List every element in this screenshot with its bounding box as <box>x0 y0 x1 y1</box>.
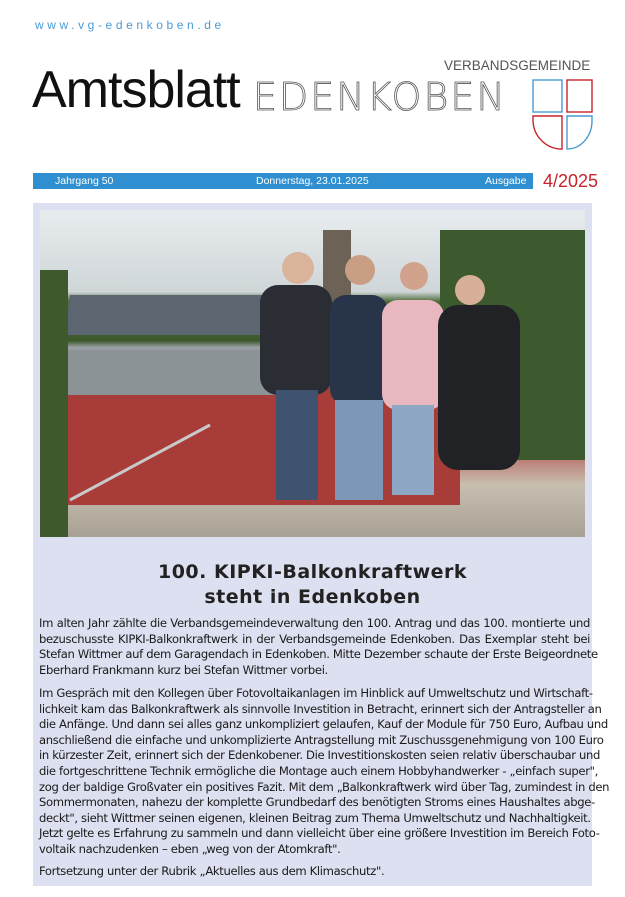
text-line: zog der baldige Großvater ein positives Fazit. Mit dem „Balkonkraftwerk wird über Tag, zumindest in den <box>39 779 610 794</box>
brand-top: VERBANDSGEMEINDE <box>444 58 591 73</box>
edition-label: Ausgabe <box>485 175 527 187</box>
article-title <box>33 560 592 610</box>
article-paragraph-1 <box>39 616 598 678</box>
website-url[interactable]: www.vg-edenkoben.de <box>35 18 225 32</box>
text-line: Stefan Wittmer auf dem Garagendach in Edenkoben. Mitte Dezember schaute der Erste Beigeordnete <box>39 647 598 662</box>
text-line: Fortsetzung unter der Rubrik „Aktuelles aus dem Klimaschutz". <box>39 864 385 878</box>
brand-main: EDENKOBEN <box>253 75 507 119</box>
text-line: Jetzt gelte es Erfahrung zu sammeln und dann vielleicht über eine größere Investition im Bereich Foto- <box>39 826 600 841</box>
title-line: 100. KIPKI-Balkonkraftwerk <box>157 561 468 583</box>
article-paragraph-2 <box>39 686 610 858</box>
coat-of-arms-logo <box>532 79 594 151</box>
text-line: anschließend die einfache und unkomplizierte Antragstellung mit Zuschussgenehmigung von 100 Euro <box>39 732 604 747</box>
text-line: Im alten Jahr zählte die Verbandsgemeindeverwaltung den 100. Antrag und das 100. montierte und <box>39 616 590 630</box>
article-continuation <box>39 864 590 880</box>
text-line: Im Gespräch mit den Kollegen über Fotovoltaikanlagen im Hinblick auf Umweltschutz und Wirtschaft- <box>39 686 593 700</box>
text-line: Sommermonaten, nahezu der komplette Grundbedarf des benötigten Stroms eines Haushaltes abge- <box>39 795 595 810</box>
info-bar <box>33 173 533 189</box>
title-line: steht in Edenkoben <box>204 586 421 608</box>
edition-number: 4/2025 <box>543 171 599 191</box>
text-line: voltaik nachzudenken – eben „weg von der Atomkraft". <box>39 841 341 856</box>
text-line: die Anfänge. Und dann sei alles ganz unkompliziert gelaufen, Kauf der Module für 750 Euro, Aufbau und <box>39 717 608 732</box>
text-line: lichkeit kam das Balkonkraftwerk als sinnvolle Investition in Betracht, erinnert sich der Antragsteller an <box>39 701 602 716</box>
volume: Jahrgang 50 <box>55 175 114 187</box>
date: Donnerstag, 23.01.2025 <box>256 175 369 187</box>
text-line: Eberhard Frankmann kurz bei Stefan Wittmer vorbei. <box>39 662 328 677</box>
text-line: bezuschusste KIPKI-Balkonkraftwerk in der Verbandsgemeinde Edenkoben. Das Exemplar steht bei <box>39 631 590 646</box>
photo-illustration <box>40 210 585 537</box>
article-photo <box>40 210 585 537</box>
text-line: die fortgeschrittene Technik ermögliche die Montage auch einem Hobbyhandwerker - „einfach super", <box>39 763 598 778</box>
masthead-title: Amtsblatt <box>32 61 240 119</box>
text-line: in kürzester Zeit, erinnert sich der Edenkobener. Die Investitionskosten seien relativ überschaubar und <box>39 748 601 763</box>
text-line: deckt", sieht Wittmer seinen eigenen, kleinen Beitrag zum Thema Umweltschutz und Nachhaltigkeit. <box>39 810 591 825</box>
